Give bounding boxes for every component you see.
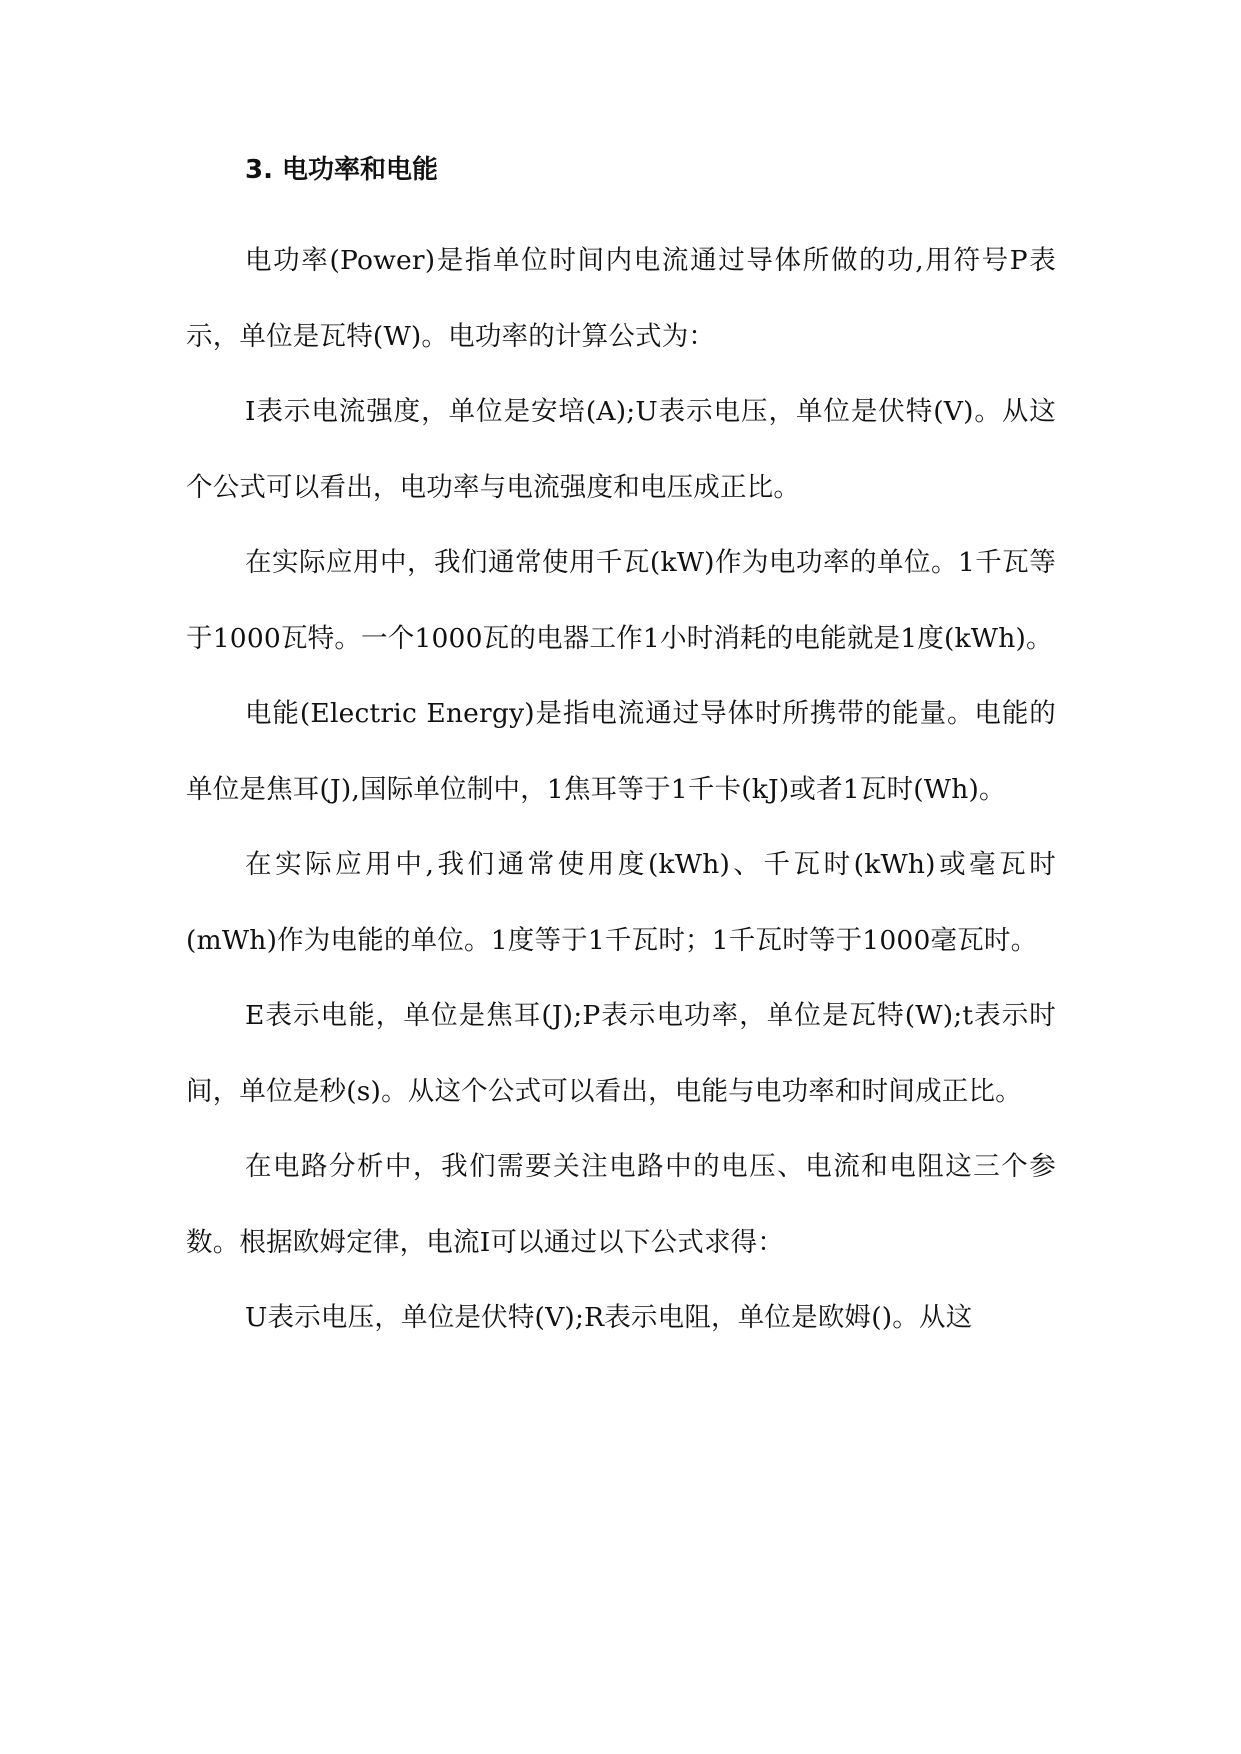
paragraph-power-definition: 电功率(Power)是指单位时间内电流通过导体所做的功,用符号P表示，单位是瓦特(W)。电功率的计算公式为： xyxy=(186,245,1056,352)
paragraph-ohm-variables: U表示电压，单位是伏特(V);R表示电阻，单位是欧姆()。从这 xyxy=(245,1302,973,1333)
body-text xyxy=(186,223,1056,1356)
paragraph-energy-variables: E表示电能，单位是焦耳(J);P表示电功率，单位是瓦特(W);t表示时间，单位是秒(s)。从这个公式可以看出，电能与电功率和时间成正比。 xyxy=(186,1000,1056,1107)
paragraph-energy-definition: 电能(Electric Energy)是指电流通过导体时所携带的能量。电能的单位是焦耳(J),国际单位制中，1焦耳等于1千卡(kJ)或者1瓦时(Wh)。 xyxy=(186,698,1056,805)
paragraph-power-variables: I表示电流强度，单位是安培(A);U表示电压，单位是伏特(V)。从这个公式可以看出，电功率与电流强度和电压成正比。 xyxy=(186,396,1056,503)
paragraph-energy-units: 在实际应用中,我们通常使用度(kWh)、千瓦时(kWh)或毫瓦时(mWh)作为电能的单位。1度等于1千瓦时；1千瓦时等于1000毫瓦时。 xyxy=(186,849,1056,956)
section-heading: 3. 电功率和电能 xyxy=(245,155,439,185)
paragraph-kilowatt-unit: 在实际应用中，我们通常使用千瓦(kW)作为电功率的单位。1千瓦等于1000瓦特。一个1000瓦的电器工作1小时消耗的电能就是1度(kWh)。 xyxy=(186,547,1056,654)
paragraph-circuit-analysis: 在电路分析中，我们需要关注电路中的电压、电流和电阻这三个参数。根据欧姆定律，电流I可以通过以下公式求得： xyxy=(186,1151,1056,1258)
